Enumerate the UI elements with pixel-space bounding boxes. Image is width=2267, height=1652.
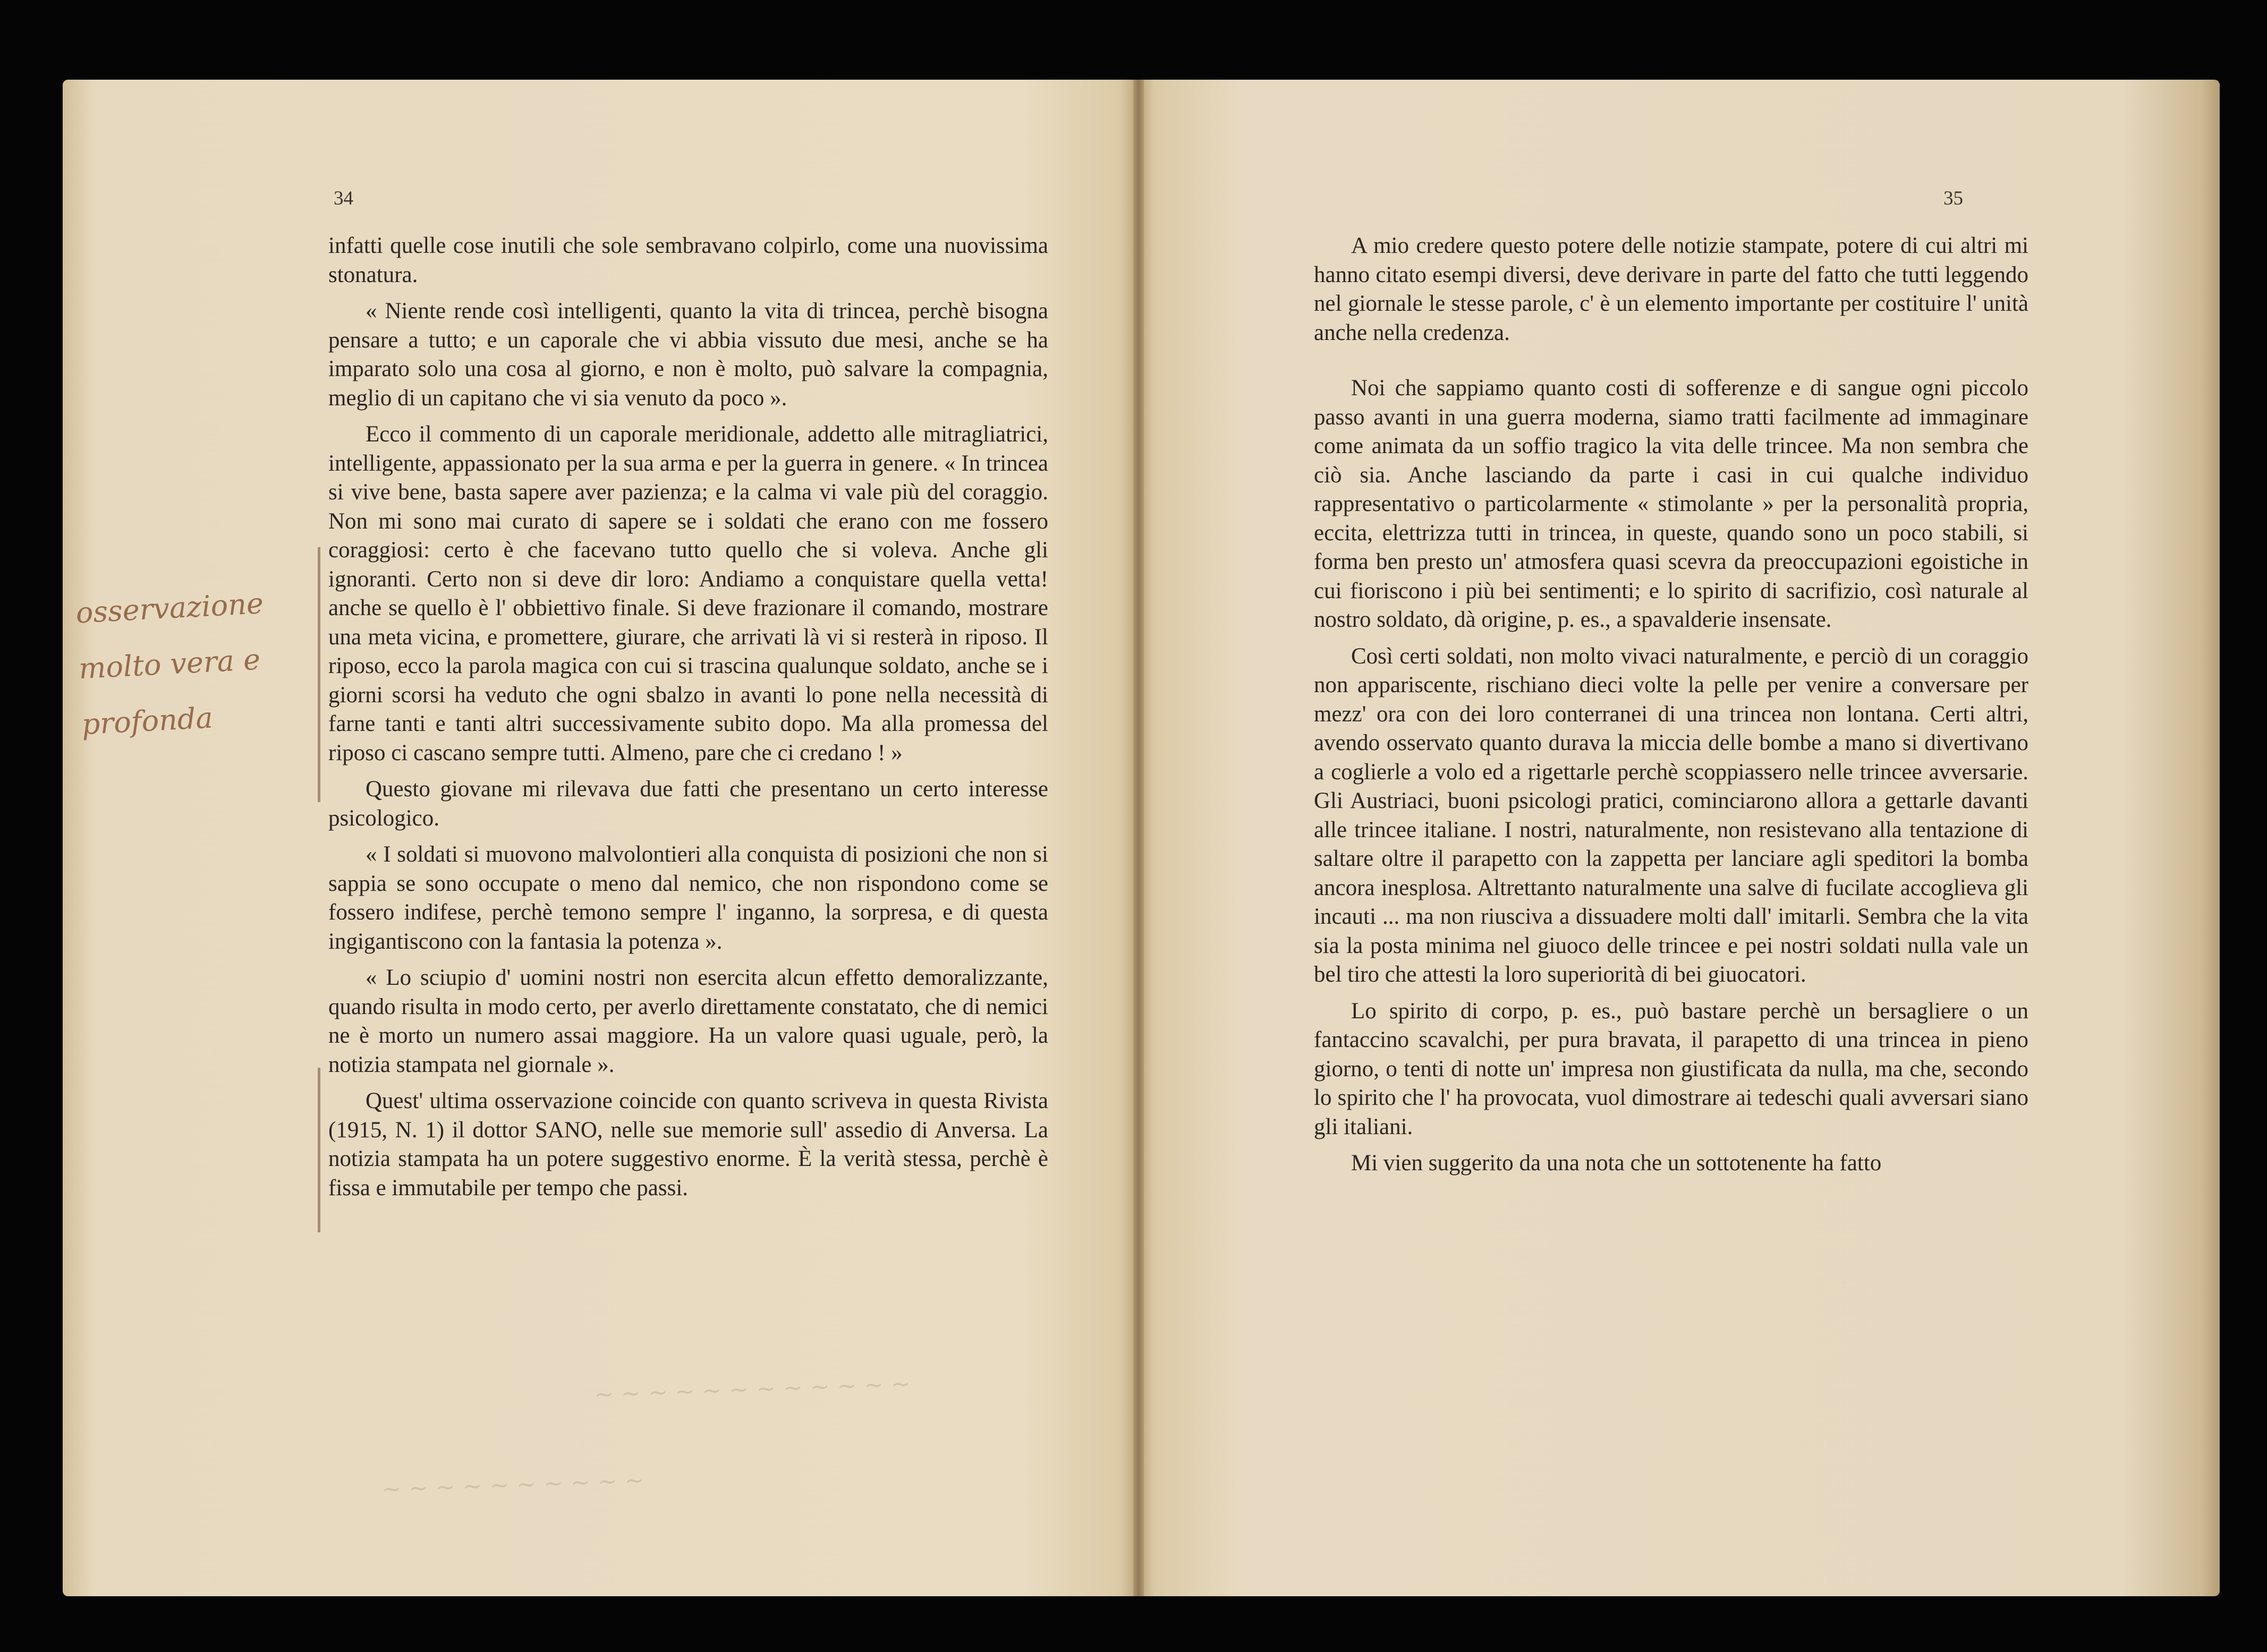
paragraph: Ecco il commento di un caporale meridionale, addetto alle mitragliatrici, intelligente, appassionato per la sua arma e per la guerra in genere. « In trincea si vive bene, basta sapere aver pazienza; e la calma vi vale più del coraggio. Non mi sono mai curato di sapere se i soldati che erano con me fossero coraggiosi: certo è che facevano tutto quello che si voleva. Anche gli ignoranti. Certo non si deve dir loro: Andiamo a conquistare quella vetta! anche se quello è l' obbiettivo finale. Si deve frazionare il comando, mostrare una meta vicina, e promettere, giurare, che arrivati là vi si resterà in riposo. Il riposo, ecco la parola magica con cui si trascina qualunque soldato, anche se i giorni scorsi ha veduto che ogni sbalzo in avanti lo pone nella necessità di farne tanti e tanti altri successivamente subito dopo. Ma alla promessa del riposo ci cascano sempre tutti. Almeno, pare che ci credano ! » bbox=[328, 422, 1048, 765]
page-number-left: 34 bbox=[334, 188, 353, 209]
margin-bracket bbox=[318, 1068, 320, 1232]
book-gutter bbox=[1133, 80, 1144, 1596]
paragraph: « Lo sciupio d' uomini nostri non esercita alcun effetto demoralizzante, quando risulta in modo certo, per averlo direttamente constatato, che di nemici ne è morto un numero assai maggiore. Ha un valore quasi uguale, però, la notizia stampata nel giornale ». bbox=[328, 965, 1048, 1077]
book-spread bbox=[63, 80, 2220, 1596]
paragraph: « Niente rende così intelligenti, quanto la vita di trincea, perchè bisogna pensare a tutto; e un caporale che vi abbia vissuto due mesi, anche se ha imparato solo una cosa al giorno, e non è molto, può salvare la compagnia, meglio di un capitano che vi sia venuto da poco ». bbox=[328, 299, 1048, 411]
paragraph: infatti quelle cose inutili che sole sembravano colpirlo, come una nuovissima stonatura. bbox=[328, 233, 1048, 287]
paragraph: A mio credere questo potere delle notizie stampate, potere di cui altri mi hanno citato esempi diversi, deve derivare in parte del fatto che tutti leggendo nel giornale le stesse parole, c' è un elemento importante per costituire l' unità anche nella credenza. bbox=[1314, 233, 2028, 345]
left-page bbox=[63, 80, 1139, 1596]
paragraph: « I soldati si muovono malvolontieri alla conquista di posizioni che non si sappia se sono occupate o meno dal nemico, che non rispondono come se fossero indifese, perchè temono sempre l' inganno, la sorpresa, e di questa ingigantiscono con la fantasia la potenza ». bbox=[328, 842, 1048, 954]
paragraph: Noi che sappiamo quanto costi di sofferenze e di sangue ogni piccolo passo avanti in una guerra moderna, siamo tratti facilmente ad immaginare come animata da un soffio tragico la vita delle trincee. Ma non sembra che ciò sia. Anche lasciando da parte i casi in cui qualche individuo rappresentativo o particolarmente « stimolante » per la personalità propria, eccita, elettrizza tutti in trincea, in queste, quando sono un poco stabili, si forma ben presto un' atmosfera quasi scevra da preoccupazioni egoistiche in cui fioriscono i più bei sentimenti; e lo spirito di sacrifizio, così naturale al nostro soldato, dà origine, p. es., a spavalderie insensate. bbox=[1314, 376, 2028, 632]
show-through-text: ~ ~ ~ ~ ~ ~ ~ ~ ~ ~ bbox=[381, 1467, 645, 1503]
right-page-text bbox=[1314, 232, 2028, 1186]
paragraph: Quest' ultima osservazione coincide con quanto scriveva in questa Rivista (1915, N. 1) il dottor SANO, nelle sue memorie sull' assedio di Anversa. La notizia stampata ha un potere suggestivo enorme. È la verità stessa, perchè è fissa e immutabile per tempo che passi. bbox=[328, 1088, 1048, 1200]
page-number-right: 35 bbox=[1943, 188, 1963, 209]
margin-bracket bbox=[318, 547, 320, 802]
right-page bbox=[1139, 80, 2220, 1596]
paragraph: Lo spirito di corpo, p. es., può bastare perchè un bersagliere o un fantaccino scavalchi, per pura bravata, il parapetto di una trincea in pieno giorno, o tenti di notte un' impresa non giustificata da nulla, ma che, secondo lo spirito che l' ha provocata, vuol dimostrare ai tedeschi quali avversari siano gli italiani. bbox=[1314, 998, 2028, 1139]
paragraph: Mi vien suggerito da una nota che un sottotenente ha fatto bbox=[1351, 1151, 1882, 1176]
paragraph: Così certi soldati, non molto vivaci naturalmente, e perciò di un coraggio non appariscente, rischiano dieci volte la pelle per venire a conversare per mezz' ora con dei loro conterranei di una trincea non lontana. Certi altri, avendo osservato quanto durava la miccia delle bombe a mano si divertivano a coglierle a volo ed a rigettarle perchè scoppiassero nelle trincee avversarie. Gli Austriaci, buoni psicologi pratici, cominciarono allora a gettarle davanti alle trincee italiane. I nostri, naturalmente, non resistevano alla tentazione di saltare oltre il parapetto con la zappetta per lanciare agli speditori la bomba ancora inesplosa. Altrettanto naturalmente una salve di fucilate accoglieva gli incauti ... ma non riusciva a dissuadere molti dall' imitarli. Sembra che la vita sia la posta minima nel giuoco delle trincee e pei nostri soldati nulla vale un bel tiro che attesti la loro superiorità di bei giuocatori. bbox=[1314, 643, 2028, 987]
show-through-text: ~ ~ ~ ~ ~ ~ ~ ~ ~ ~ ~ ~ bbox=[593, 1370, 911, 1409]
handwritten-margin-note: osservazione molto vera e profonda bbox=[75, 586, 265, 742]
paragraph: Questo giovane mi rilevava due fatti che presentano un certo interesse psicologico. bbox=[328, 777, 1048, 831]
left-page-text bbox=[328, 232, 1048, 1210]
